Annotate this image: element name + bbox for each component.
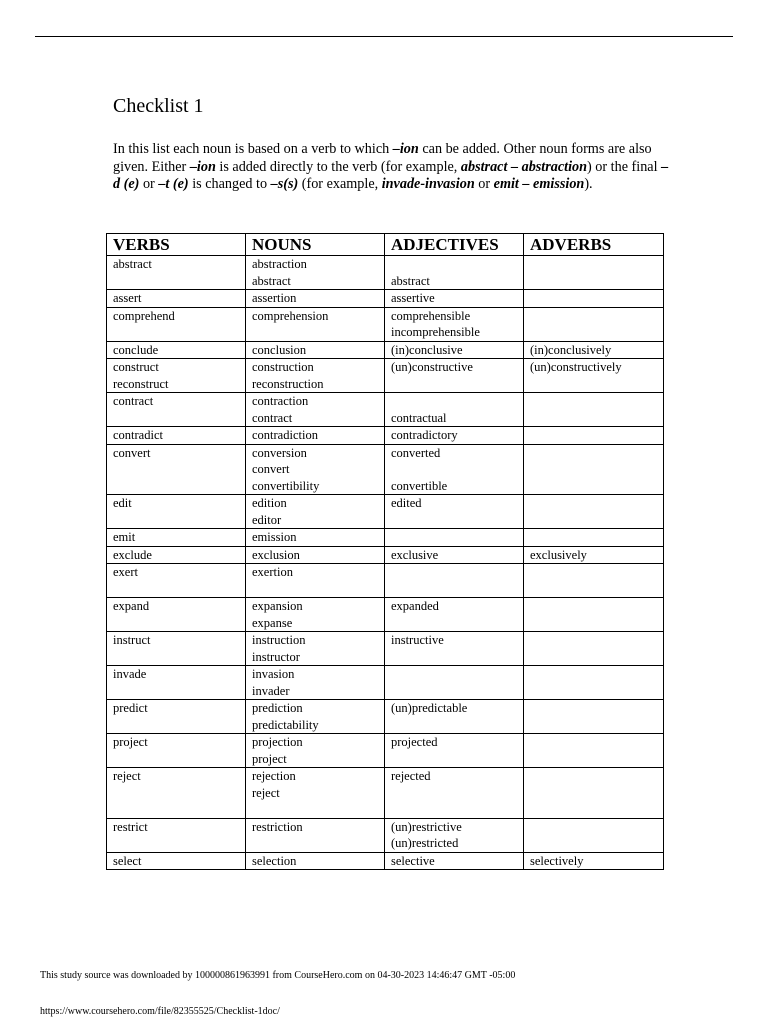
table-row: [107, 359, 664, 393]
cell-line: invasion: [252, 667, 295, 681]
header-adverbs: ADVERBS: [524, 234, 664, 256]
cell-line: expansion: [252, 599, 303, 613]
intro-text: In this list each noun is based on a verb to which: [113, 141, 393, 157]
table-row: [107, 598, 664, 632]
cell-line: invader: [252, 683, 290, 698]
cell-line: [113, 461, 239, 478]
cell-line: [530, 308, 657, 325]
cell-line: abstraction: [252, 257, 307, 271]
cell-line: instruct: [113, 633, 151, 647]
noun-cell: [246, 734, 385, 768]
noun-cell: [246, 852, 385, 870]
intro-emphasis: –d (e): [113, 158, 669, 193]
noun-cell: [246, 666, 385, 700]
cell-line: [391, 393, 517, 410]
intro-text: ) or the final: [587, 158, 662, 175]
cell-line: [530, 427, 657, 444]
cell-line: [113, 717, 239, 734]
adverb-cell: [524, 666, 664, 700]
cell-line: contradiction: [252, 428, 318, 442]
adverb-cell: [524, 852, 664, 870]
table-row: [107, 768, 664, 819]
cell-line: [530, 666, 657, 683]
cell-line: exclusively: [530, 547, 587, 562]
intro-emphasis: abstract – abstraction: [460, 158, 588, 175]
adverb-cell: [524, 393, 664, 427]
adjective-cell: [385, 359, 524, 393]
adverb-cell: [524, 529, 664, 547]
cell-line: [530, 564, 657, 581]
cell-line: (un)constructive: [391, 360, 473, 374]
noun-cell: [246, 256, 385, 290]
cell-line: [530, 734, 657, 751]
adjective-cell: [385, 700, 524, 734]
cell-line: invade: [113, 667, 147, 681]
cell-line: incomprehensible: [391, 325, 480, 339]
verb-cell: [107, 393, 246, 427]
cell-line: contractual: [391, 410, 447, 425]
cell-line: rejection: [252, 769, 296, 783]
noun-cell: [246, 495, 385, 529]
cell-line: edited: [391, 496, 422, 510]
cell-line: selectively: [530, 853, 584, 868]
adverb-cell: [524, 564, 664, 598]
cell-line: [113, 751, 239, 768]
cell-line: [530, 768, 657, 785]
cell-line: construction: [252, 360, 314, 374]
cell-line: predict: [113, 701, 148, 715]
cell-line: project: [113, 735, 148, 749]
cell-line: project: [252, 751, 287, 766]
verb-cell: [107, 495, 246, 529]
adjective-cell: [385, 564, 524, 598]
cell-line: [391, 529, 517, 546]
adverb-cell: [524, 632, 664, 666]
table-row: [107, 307, 664, 341]
cell-line: [113, 615, 239, 632]
noun-cell: [246, 307, 385, 341]
word-forms-table: [106, 233, 664, 870]
cell-line: convertible: [391, 478, 448, 493]
cell-line: exert: [113, 565, 138, 579]
cell-line: [391, 461, 517, 478]
cell-line: expanse: [252, 615, 293, 630]
adjective-cell: [385, 818, 524, 852]
cell-line: select: [113, 853, 142, 868]
adjective-cell: [385, 393, 524, 427]
table-row: [107, 529, 664, 547]
cell-line: conclusion: [252, 342, 307, 357]
table-row: [107, 546, 664, 564]
noun-cell: [246, 700, 385, 734]
intro-emphasis: emit – emission: [493, 176, 585, 193]
cell-line: expanded: [391, 599, 439, 613]
cell-line: restriction: [252, 819, 303, 834]
table-row: [107, 564, 664, 598]
cell-line: [113, 683, 239, 700]
adverb-cell: [524, 307, 664, 341]
cell-line: convert: [252, 462, 290, 476]
cell-line: [113, 785, 239, 802]
cell-line: conversion: [252, 445, 307, 460]
table-row: [107, 666, 664, 700]
verb-cell: [107, 598, 246, 632]
cell-line: [530, 445, 657, 462]
verb-cell: [107, 700, 246, 734]
verb-cell: [107, 359, 246, 393]
cell-line: [252, 835, 378, 852]
adverb-cell: [524, 341, 664, 359]
cell-line: [530, 700, 657, 717]
cell-line: [391, 256, 517, 273]
adverb-cell: [524, 768, 664, 819]
noun-cell: [246, 818, 385, 852]
cell-line: predictability: [252, 717, 319, 732]
cell-line: [113, 801, 239, 818]
cell-line: (in)conclusively: [530, 342, 612, 357]
cell-line: contraction: [252, 394, 309, 408]
noun-cell: [246, 546, 385, 564]
adverb-cell: [524, 359, 664, 393]
cell-line: converted: [391, 445, 441, 460]
cell-line: abstract: [391, 273, 430, 288]
cell-line: rejected: [391, 769, 431, 783]
table-row: [107, 700, 664, 734]
verb-cell: [107, 768, 246, 819]
cell-line: reject: [252, 785, 280, 800]
verb-cell: [107, 734, 246, 768]
adjective-cell: [385, 632, 524, 666]
adjective-cell: [385, 666, 524, 700]
table-row: [107, 393, 664, 427]
intro-text: ).: [584, 176, 593, 193]
adjective-cell: [385, 546, 524, 564]
cell-line: convert: [113, 445, 151, 460]
noun-cell: [246, 393, 385, 427]
verb-cell: [107, 341, 246, 359]
noun-cell: [246, 564, 385, 598]
top-rule: [35, 36, 733, 37]
noun-cell: [246, 444, 385, 495]
verb-cell: [107, 256, 246, 290]
cell-line: contradict: [113, 428, 163, 442]
adverb-cell: [524, 290, 664, 308]
verb-cell: [107, 307, 246, 341]
verb-cell: [107, 427, 246, 445]
noun-cell: [246, 341, 385, 359]
header-adjectives: ADJECTIVES: [385, 234, 524, 256]
verb-cell: [107, 290, 246, 308]
cell-line: exclude: [113, 547, 152, 562]
verb-cell: [107, 529, 246, 547]
intro-emphasis: –ion: [392, 141, 419, 157]
table-row: [107, 734, 664, 768]
intro-text: or: [474, 176, 494, 193]
adverb-cell: [524, 700, 664, 734]
table-row: [107, 444, 664, 495]
verb-cell: [107, 564, 246, 598]
cell-line: contract: [252, 410, 293, 425]
cell-line: conclude: [113, 342, 159, 357]
noun-cell: [246, 632, 385, 666]
noun-cell: [246, 529, 385, 547]
cell-line: (in)conclusive: [391, 342, 463, 357]
cell-line: restrict: [113, 819, 148, 834]
cell-line: [113, 581, 239, 598]
adverb-cell: [524, 734, 664, 768]
cell-line: abstract: [113, 257, 152, 271]
cell-line: [391, 564, 517, 581]
adjective-cell: [385, 444, 524, 495]
cell-line: [530, 529, 657, 546]
cell-line: comprehensible: [391, 308, 471, 323]
verb-cell: [107, 632, 246, 666]
intro-emphasis: invade-invasion: [381, 176, 475, 193]
table-row: [107, 818, 664, 852]
adverb-cell: [524, 444, 664, 495]
cell-line: construct: [113, 360, 159, 374]
intro-text: (for example,: [298, 176, 382, 193]
cell-line: contract: [113, 394, 154, 408]
table-row: [107, 852, 664, 870]
cell-line: exertion: [252, 565, 293, 579]
download-notice: This study source was downloaded by 100000861963991 from CourseHero.com on 04-30-2023 14:46:47 GMT -05:00: [40, 970, 516, 981]
cell-line: comprehension: [252, 308, 329, 323]
noun-cell: [246, 290, 385, 308]
cell-line: assertion: [252, 291, 297, 305]
table-row: [107, 427, 664, 445]
adjective-cell: [385, 529, 524, 547]
intro-emphasis: –t (e): [158, 176, 189, 193]
noun-cell: [246, 768, 385, 819]
intro-text: can be added. Other noun forms are also given. Either: [113, 141, 652, 175]
noun-cell: [246, 598, 385, 632]
source-url: https://www.coursehero.com/file/82355525/Checklist-1doc/: [40, 1006, 280, 1017]
cell-line: prediction: [252, 701, 303, 715]
cell-line: convertibility: [252, 478, 320, 493]
adverb-cell: [524, 818, 664, 852]
adjective-cell: [385, 768, 524, 819]
adjective-cell: [385, 427, 524, 445]
table-row: [107, 495, 664, 529]
noun-cell: [246, 427, 385, 445]
cell-line: reject: [113, 769, 141, 783]
cell-line: contradictory: [391, 428, 458, 442]
cell-line: assertive: [391, 291, 435, 305]
adjective-cell: [385, 256, 524, 290]
cell-line: [113, 478, 239, 495]
cell-line: emit: [113, 530, 136, 544]
cell-line: [252, 581, 378, 598]
cell-line: emission: [252, 530, 297, 544]
cell-line: [530, 632, 657, 649]
cell-line: [530, 256, 657, 273]
cell-line: [252, 801, 378, 818]
intro-text: or: [139, 176, 159, 193]
header-nouns: NOUNS: [246, 234, 385, 256]
intro-text: is added directly to the verb (for example,: [215, 158, 461, 175]
cell-line: (un)restricted: [391, 836, 459, 850]
page-title: Checklist 1: [113, 95, 204, 117]
adjective-cell: [385, 341, 524, 359]
verb-cell: [107, 818, 246, 852]
intro-emphasis: –s(s): [270, 176, 299, 193]
adjective-cell: [385, 495, 524, 529]
cell-line: exclusion: [252, 547, 300, 562]
cell-line: [391, 666, 517, 683]
cell-line: [113, 649, 239, 666]
cell-line: [113, 835, 239, 852]
cell-line: (un)constructively: [530, 360, 622, 374]
cell-line: [530, 819, 657, 836]
verb-cell: [107, 852, 246, 870]
cell-line: assert: [113, 291, 142, 305]
adjective-cell: [385, 598, 524, 632]
adverb-cell: [524, 495, 664, 529]
cell-line: [530, 393, 657, 410]
adverb-cell: [524, 598, 664, 632]
cell-line: instructor: [252, 649, 300, 664]
cell-line: reconstruction: [252, 376, 324, 391]
cell-line: selection: [252, 853, 297, 868]
adjective-cell: [385, 290, 524, 308]
intro-emphasis: –ion: [189, 158, 216, 175]
cell-line: (un)restrictive: [391, 819, 462, 834]
cell-line: [530, 290, 657, 307]
adverb-cell: [524, 256, 664, 290]
adjective-cell: [385, 734, 524, 768]
cell-line: projection: [252, 735, 303, 749]
cell-line: comprehend: [113, 308, 175, 323]
cell-line: (un)predictable: [391, 701, 468, 715]
table-row: [107, 256, 664, 290]
cell-line: exclusive: [391, 547, 439, 562]
cell-line: [113, 512, 239, 529]
table-body: [107, 256, 664, 870]
adverb-cell: [524, 427, 664, 445]
cell-line: instruction: [252, 633, 306, 647]
cell-line: expand: [113, 599, 150, 613]
noun-cell: [246, 359, 385, 393]
table-header-row: [107, 234, 664, 256]
cell-line: instructive: [391, 633, 444, 647]
cell-line: editor: [252, 512, 282, 527]
cell-line: [113, 410, 239, 427]
table-row: [107, 632, 664, 666]
table-row: [107, 341, 664, 359]
cell-line: [530, 495, 657, 512]
verb-cell: [107, 666, 246, 700]
adjective-cell: [385, 307, 524, 341]
intro-text: is changed to: [188, 176, 271, 193]
verb-cell: [107, 444, 246, 495]
cell-line: projected: [391, 735, 438, 749]
table-row: [107, 290, 664, 308]
adverb-cell: [524, 546, 664, 564]
cell-line: reconstruct: [113, 376, 169, 391]
cell-line: [530, 598, 657, 615]
cell-line: edition: [252, 496, 287, 510]
verb-cell: [107, 546, 246, 564]
cell-line: selective: [391, 853, 435, 868]
cell-line: [113, 273, 239, 290]
header-verbs: VERBS: [107, 234, 246, 256]
cell-line: edit: [113, 496, 132, 510]
cell-line: abstract: [252, 273, 291, 288]
adjective-cell: [385, 852, 524, 870]
intro-paragraph: [113, 141, 673, 194]
